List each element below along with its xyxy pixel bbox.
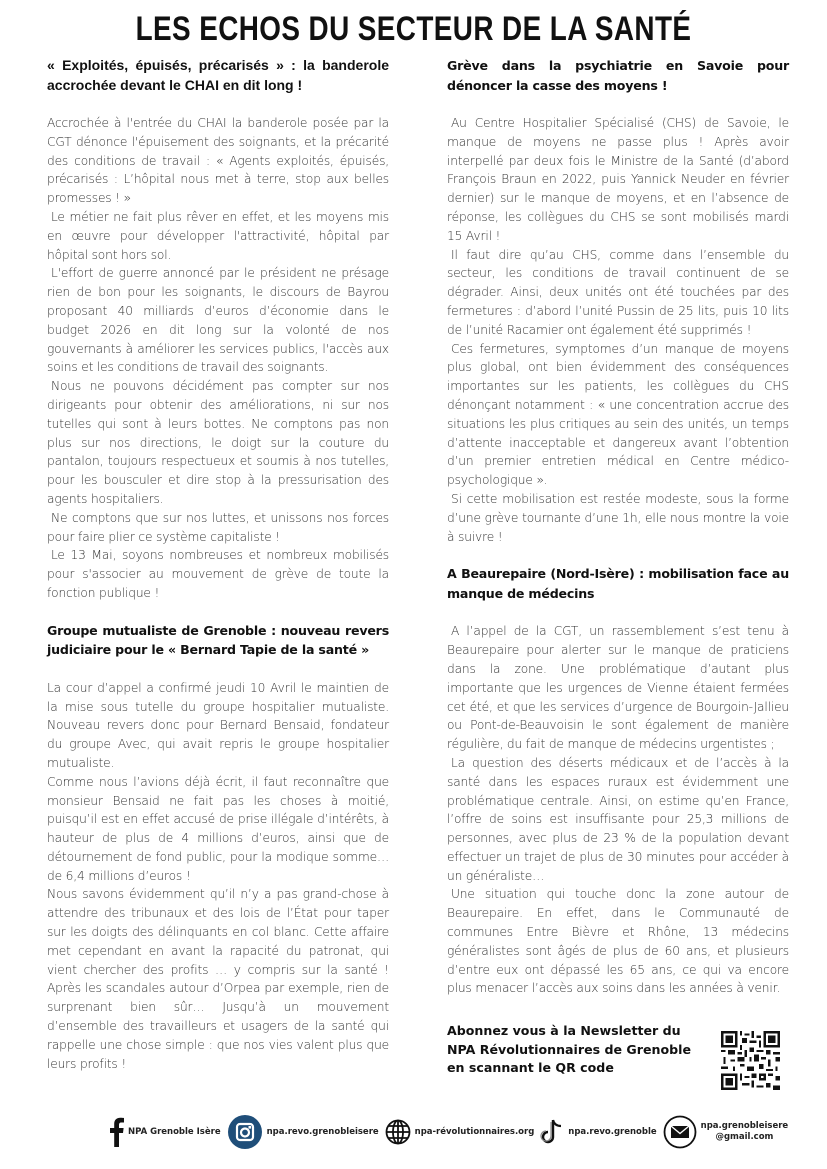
- article-heading: Groupe mutualiste de Grenoble : nouveau revers judiciaire pour le « Bernard Tapie de la santé »: [47, 622, 389, 658]
- article-paragraph: Le 13 Mai, soyons nombreuses et nombreux mobilisés pour s'associer au mouvement de grève de toute la fonction publique !: [47, 548, 389, 600]
- footer-link-label: npa.revo.grenoble: [568, 1127, 657, 1137]
- article-paragraph: Si cette mobilisation est restée modeste, sous la forme d’une grève tournante d’une 1h, elle nous montre la voie à suivre !: [447, 491, 789, 544]
- article-groupe-mutualiste: [47, 621, 389, 1074]
- footer-link-label: npa-révolutionnaires.org: [414, 1127, 535, 1137]
- footer-link-tiktok[interactable]: [540, 1118, 656, 1146]
- page-title: LES ECHOS DU SECTEUR DE LA SANTÉ: [135, 10, 692, 48]
- newsletter-callout: Abonnez vous à la Newsletter du NPA Révolutionnaires de Grenoble en scannant le QR code: [447, 1023, 692, 1076]
- article-paragraph: Nous ne pouvons décidément pas compter sur nos dirigeants pour obtenir des améliorations, ni sur nos tutelles qui sont à leurs bottes. Ne comptons pas non plus sur nos directions, le doigt sur la couture du pantalon, toujours respectueux et soumis à nos tutelles, pour les bousculer et dire stop à la pressurisation des agents hospitaliers.: [47, 379, 389, 506]
- footer-social-links: [110, 1110, 789, 1154]
- left-column: [47, 56, 389, 1073]
- article-paragraph: Comme nous l’avions déjà écrit, il faut reconnaître que monsieur Bensaid ne fait pas les choses à moitié, puisqu’il est en effet accusé de prise illégale d’intérêts, à hauteur de plus de 4 millions d’euros, ainsi que de détournement de fond public, pour la modique somme… de 6,4 millions d’euros !: [47, 774, 389, 883]
- footer-link-email[interactable]: [663, 1115, 789, 1149]
- article-paragraph: Ne comptons que sur nos luttes, et unissons nos forces pour faire plier ce système capitaliste !: [47, 510, 389, 544]
- article-paragraph: Il faut dire qu’au CHS, comme dans l’ensemble du secteur, les conditions de travail continuent de se dégrader. Ainsi, deux unités ont été touchées par des fermetures : d’abord l’unité Pussin de 25 lits, puis 10 lits de l’unité Racamier ont également été supprimés !: [447, 247, 789, 337]
- email-line-1: npa.grenobleisere: [700, 1121, 789, 1131]
- footer-link-label: [701, 1121, 789, 1143]
- article-heading: « Exploités, épuisés, précarisés » : la banderole accrochée devant le CHAI en dit long !: [47, 57, 389, 93]
- article-paragraph: L'effort de guerre annoncé par le président ne présage rien de bon pour les soignants, le discours de Bayrou proposant 40 milliards d’euros d’économie dans le budget 2026 en dit long sur la volonté de nos gouvernants à améliorer les services publics, l'accès aux soins et les conditions de travail des soignants.: [47, 266, 389, 375]
- qr-code-icon[interactable]: [721, 1031, 780, 1090]
- footer-link-facebook[interactable]: [110, 1117, 221, 1147]
- article-psychiatrie-savoie: [447, 56, 789, 546]
- article-paragraph: Au Centre Hospitalier Spécialisé (CHS) de Savoie, le manque de moyens ne passe plus ! Après avoir interpellé par deux fois le Ministre de la Santé (d’abord François Braun en 2022, puis Yannick Neuder en février dernier) sur le manque de moyens, et en l’absence de réponse, les collègues du CHS se sont mobilisés mardi 15 Avril !: [447, 116, 789, 243]
- article-paragraph: Accrochée à l'entrée du CHAI la banderole posée par la CGT dénonce l'épuisement des soignants, et la précarité des conditions de travail : « Agents exploités, épuisés, précarisés : L’hôpital nous met à terre, stop aux belles promesses ! »: [47, 116, 389, 206]
- footer-link-instagram[interactable]: [227, 1114, 379, 1150]
- email-line-2: @gmail.com: [715, 1132, 774, 1142]
- article-paragraph: Une situation qui touche donc la zone autour de Beaurepaire. En effet, dans le Communauté de communes Entre Bièvre et Rhône, 13 médecins généralistes sont âgés de plus de 60 ans, et plusieurs d’entre eux ont dépassé les 65 ans, ce qui va encore plus menacer l’accès aux soins dans les années à venir.: [447, 887, 789, 996]
- article-chai-banner: [47, 56, 389, 603]
- globe-icon: [385, 1119, 411, 1145]
- article-paragraph: A l’appel de la CGT, un rassemblement s’est tenu à Beaurepaire pour alerter sur le manque de praticiens dans la zone. Une problématique d’autant plus importante que les urgences de Vienne étaient fermées cet été, et que les services d’urgence de Bourgoin-Jallieu ou Pont-de-Beauvoisin le sont également de manière régulière, du fait de manque de médecins urgentistes ;: [447, 624, 789, 752]
- mail-icon: [663, 1115, 697, 1149]
- footer-link-label: NPA Grenoble Isère: [128, 1127, 221, 1137]
- facebook-icon: [110, 1117, 124, 1147]
- right-column: [447, 56, 789, 998]
- article-heading: Grève dans la psychiatrie en Savoie pour dénoncer la casse des moyens !: [447, 58, 789, 93]
- article-beaurepaire: [447, 564, 789, 998]
- article-paragraph: Ces fermetures, symptomes d’un manque de moyens plus global, ont bien évidemment des conséquences importantes sur les patients, les collègues du CHS dénonçant notamment : « une concentration accrue des situations les plus critiques au sein des unités, un temps d’attente inacceptable et dangereux avant l’obtention d’un premier entretien médical en Centre médico-psychologique ».: [447, 341, 789, 488]
- article-heading: A Beaurepaire (Nord-Isère) : mobilisation face au manque de médecins: [447, 566, 789, 601]
- article-paragraph: Nous savons évidemment qu’il n’y a pas grand-chose à attendre des tribunaux et des lois de l’État pour taper sur les doigts des délinquants en col blanc. Cette affaire met cependant en avant la rapacité du patronat, qui vient chercher des profits … y compris sur la santé ! Après les scandales autour d’Orpea par exemple, rien de surprenant bien sûr… Jusqu’à un mouvement d’ensemble des travailleurs et usagers de la santé qui rappelle une chose simple : que nos vies valent plus que leurs profits !: [47, 887, 389, 1071]
- footer-link-label: npa.revo.grenobleisere: [266, 1127, 379, 1137]
- article-paragraph: La cour d’appel a confirmé jeudi 10 Avril le maintien de la mise sous tutelle du groupe hospitalier mutualiste. Nouveau revers donc pour Bernard Bensaid, fondateur du groupe Avec, qui avait repris le groupe hospitalier mutualiste.: [47, 680, 389, 770]
- article-paragraph: La question des déserts médicaux et de l’accès à la santé dans les espaces ruraux est évidemment une problématique centrale. Ainsi, on estime qu’en France, l’offre de soins est insuffisante pour 25,3 millions de personnes, avec plus de 23 % de la population devant effectuer un trajet de plus de 30 minutes pour accéder à un généraliste…: [447, 755, 789, 883]
- footer-link-website[interactable]: [385, 1119, 535, 1145]
- instagram-icon: [227, 1114, 263, 1150]
- tiktok-icon: [540, 1118, 564, 1146]
- article-paragraph: Le métier ne fait plus rêver en effet, et les moyens mis en œuvre pour développer l'attractivité, hôpital par hôpital sont hors sol.: [47, 209, 389, 262]
